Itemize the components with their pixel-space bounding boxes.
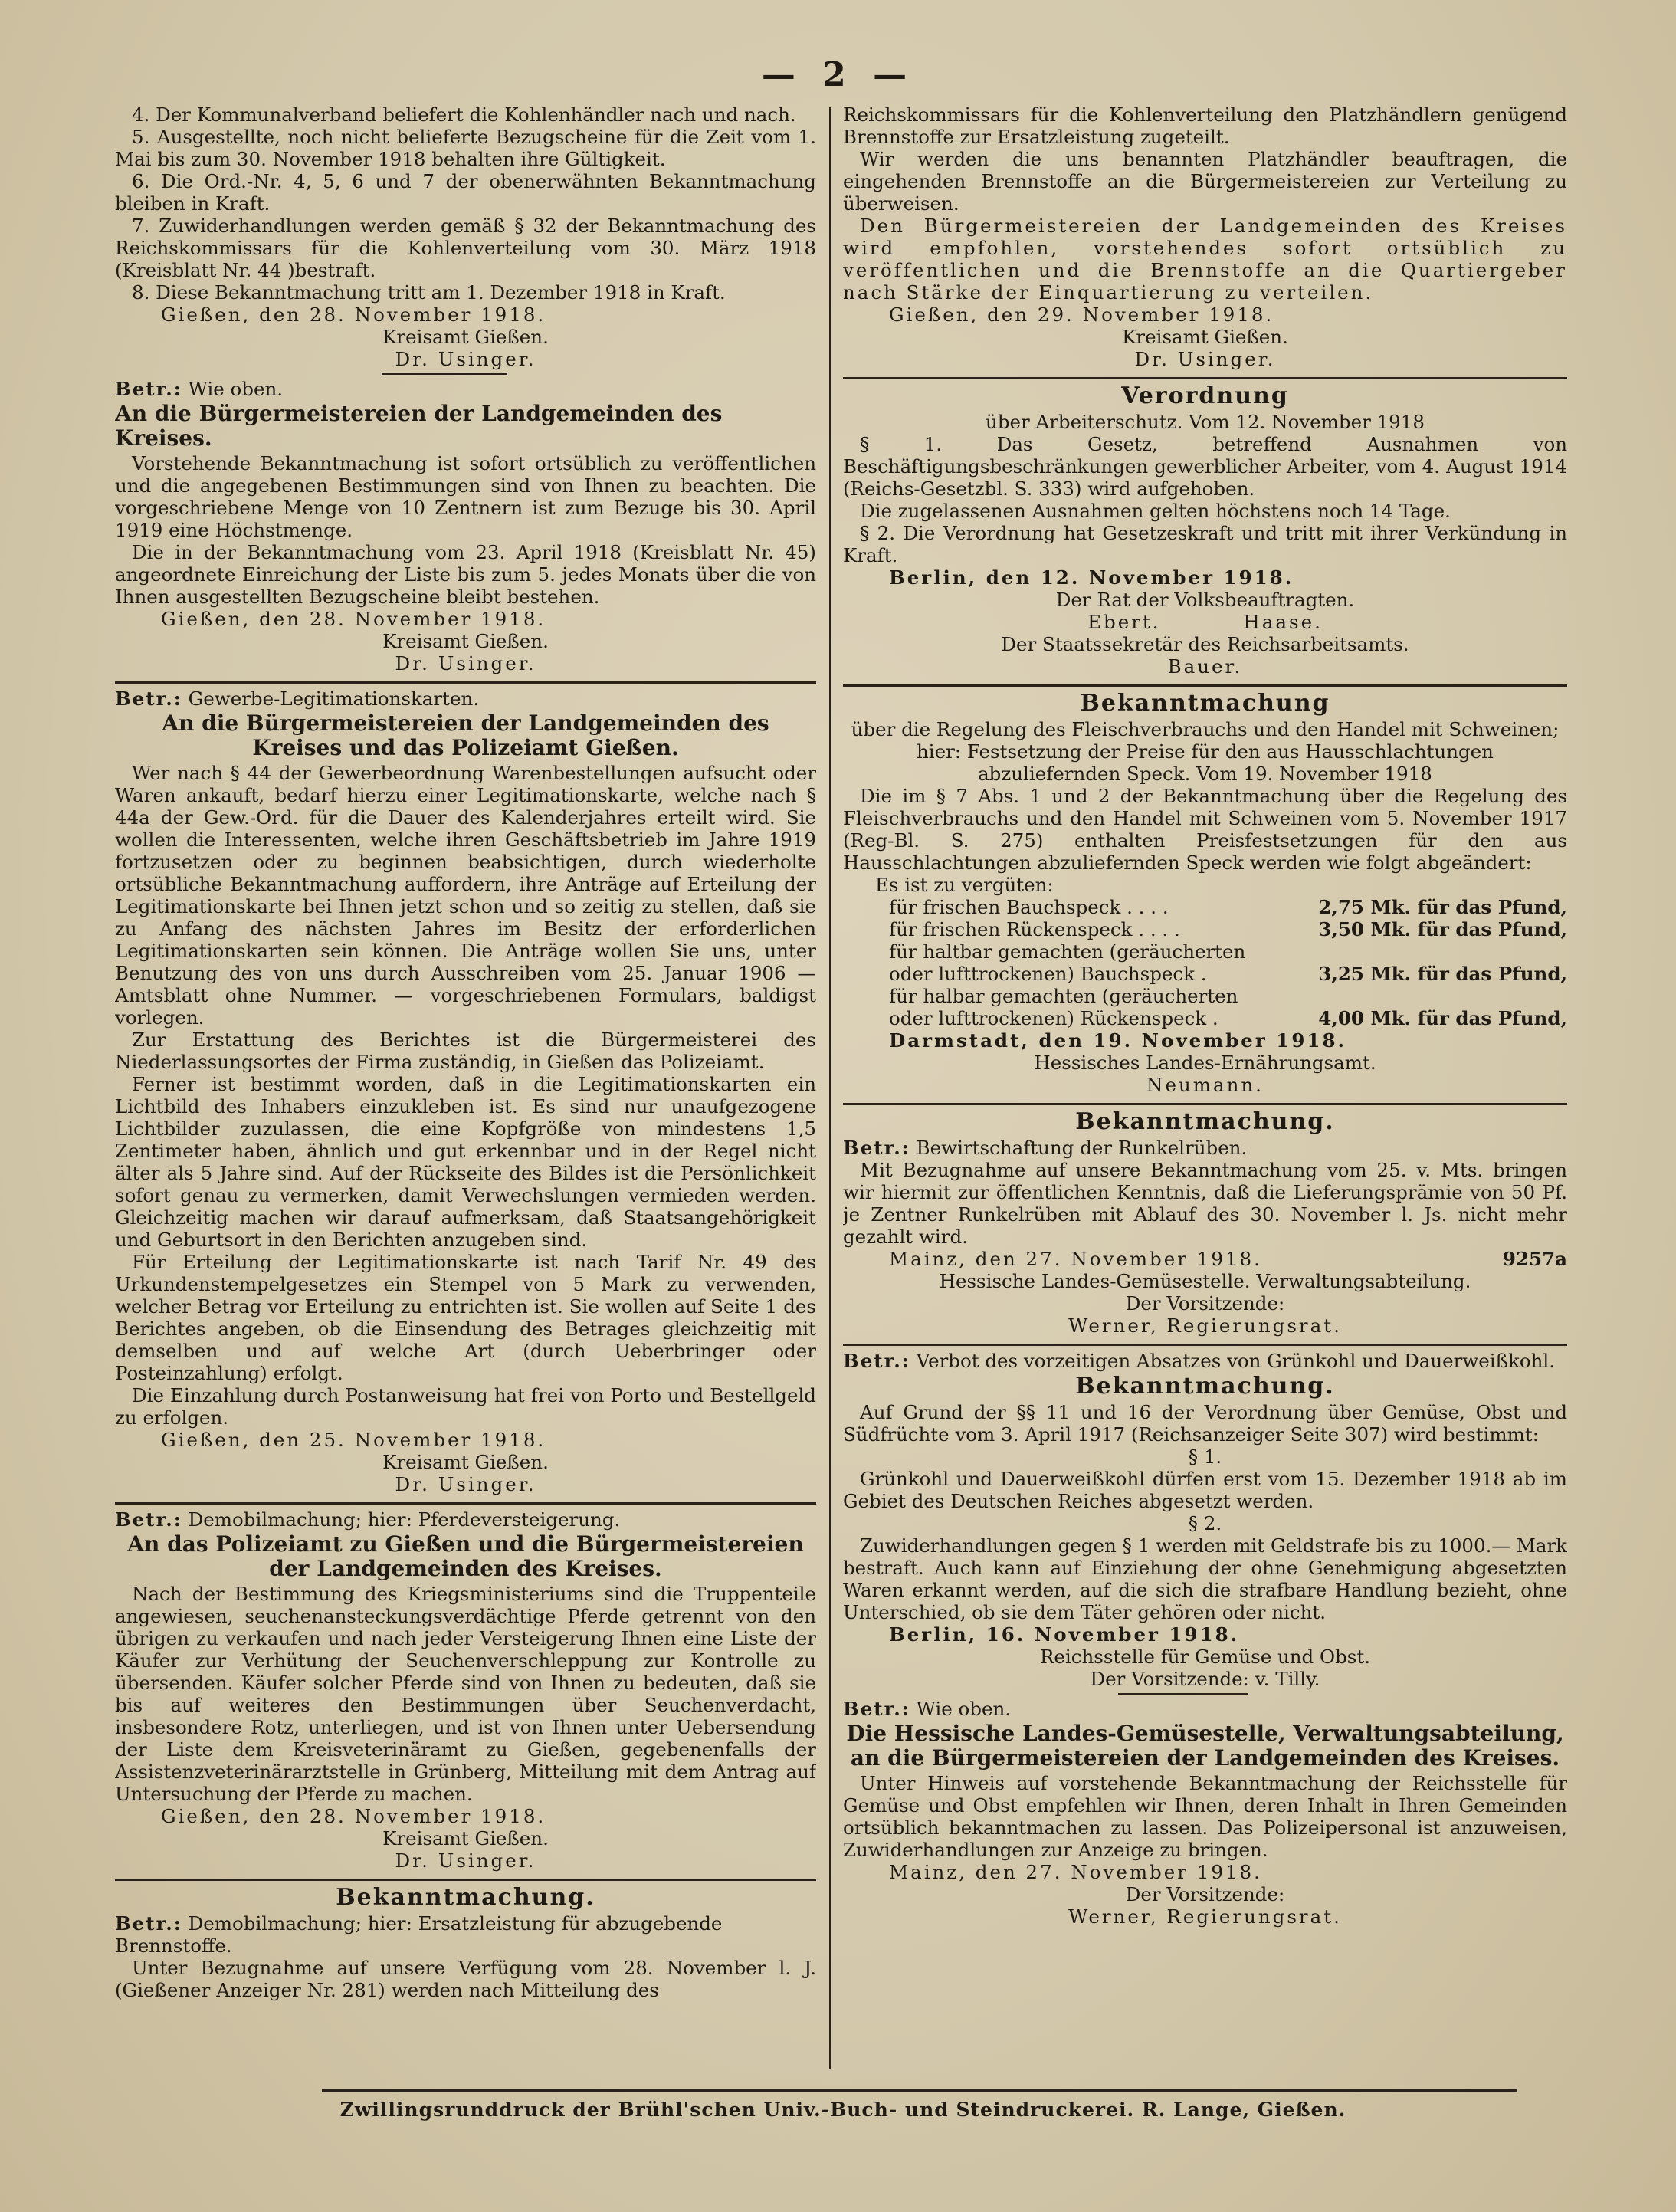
betr-line (115, 1508, 816, 1531)
office: Kreisamt Gießen. (382, 326, 549, 348)
signer: Dr. Usinger. (395, 348, 536, 370)
notice-heading: Bekanntmachung. (336, 1884, 595, 1911)
betr-line (115, 1912, 816, 1957)
section-rule (843, 684, 1567, 687)
betr-line (843, 1137, 1567, 1159)
paragraph: Wer nach § 44 der Gewerbeordnung Warenbestellungen aufsucht oder Waren ankauft, bedarf hierzu einer Legitimationskarte, welche nach § 44a der Gew.-Ord. für die Dauer des Kalenderjahres erteilt wird. Sie wollen die Interessenten, welche ihren Geschäftsbetrieb im Jahre 1919 fortzusetzen oder zu beginnen beabsichtigen, durch wiederholte ortsübliche Bekanntmachung auffordern, ihre Anträge auf Erteilung der Legitimationskarte bei Ihnen jetzt schon und so zeitig zu stellen, daß sie zu Anfang des nächsten Jahres im Besitz der erforderlichen Legitimationskarten sein können. Die Anträge wollen Sie uns, unter Benutzung des von uns durch Ausschreiben vom 25. Januar 1906 — Amtsblatt ohne Nummer. — vorgeschriebenen Formulars, baldigst vorlegen. (115, 762, 816, 1029)
section-rule (115, 1879, 816, 1881)
office: Kreisamt Gießen. (382, 1827, 549, 1849)
notice-heading: Verordnung (1121, 382, 1289, 409)
office: Kreisamt Gießen. (382, 1451, 549, 1473)
paragraph: Zuwiderhandlungen gegen § 1 werden mit Geldstrafe bis zu 1000.— Mark bestraft. Auch kann auf Einziehung der ohne Genehmigung abgesetzten Waren erkannt werden, auf die sich die strafbare Handlung bezieht, ohne Unterschied, ob sie dem Täter gehören oder nicht. (843, 1534, 1567, 1623)
paragraph: Zur Erstattung des Berichtes ist die Bürgermeisterei des Niederlassungsortes der Firma zuständig, in Gießen das Polizeiamt. (115, 1029, 816, 1073)
office: Kreisamt Gießen. (382, 630, 549, 652)
spaced-paragraph: Den Bürgermeistereien der Landgemeinden des Kreises wird empfohlen, vorstehendes sofort ortsüblich zu veröffentlichen und die Brennstoffe an die Quartiergeber nach Stärke der Einquartierung zu verteilen. (843, 215, 1567, 304)
notice-item: 4. Der Kommunalverband beliefert die Kohlenhändler nach und nach. (132, 103, 796, 126)
place-date: Gießen, den 28. November 1918. (161, 608, 546, 630)
place-date-row (843, 1248, 1567, 1270)
paragraph: Die in der Bekanntmachung vom 23. April 1918 (Kreisblatt Nr. 45) angeordnete Einreichung der Liste bis zum 5. jedes Monats über die von Ihnen ausgestellten Bezugscheine bleibt bestehen. (115, 541, 816, 608)
price-item: für haltbar gemachten (geräucherten oder lufttrockenen) Bauchspeck . (889, 940, 1246, 985)
price-amount: 3,50 Mk. für das Pfund, (1318, 918, 1567, 940)
paragraph: § 1. Das Gesetz, betreffend Ausnahmen von Beschäftigungsbeschränkungen gewerblicher Arbeiter, vom 4. August 1914 (Reichs-Gesetzbl. S. 333) wird aufgehoben. (843, 433, 1567, 500)
section-rule (843, 1103, 1567, 1105)
place-date: Darmstadt, den 19. November 1918. (889, 1029, 1347, 1052)
place-date: Gießen, den 28. November 1918. (161, 1805, 546, 1827)
paragraph: Auf Grund der §§ 11 und 16 der Verordnung über Gemüse, Obst und Südfrüchte vom 3. April 1917 (Reichsanzeiger Seite 307) wird bestimmt: (843, 1401, 1567, 1446)
place-date: Gießen, den 28. November 1918. (161, 304, 546, 326)
signer: Dr. Usinger. (395, 1473, 536, 1495)
signer: Neumann. (1146, 1074, 1264, 1096)
section-rule (843, 1344, 1567, 1346)
address-line: Die Hessische Landes-Gemüsestelle, Verwaltungsabteilung, an die Bürgermeistereien der Landgemeinden des Kreises. (846, 1721, 1564, 1771)
signer: Der Vorsitzende: v. Tilly. (1090, 1668, 1320, 1690)
paragraph: Die Einzahlung durch Postanweisung hat frei von Porto und Bestellgeld zu erfolgen. (115, 1384, 816, 1429)
signer: Werner, Regierungsrat. (1068, 1905, 1342, 1928)
price-item: für frischen Bauchspeck . . . . (889, 896, 1169, 918)
right-column (843, 103, 1567, 2077)
paragraph: Vorstehende Bekanntmachung ist sofort ortsüblich zu veröffentlichen und die angegebenen Bestimmungen sind von Ihnen zu beachten. Die vorgeschriebene Menge von 10 Zentnern ist zum Bezuge bis 30. April 1919 eine Höchstmenge. (115, 452, 816, 541)
betr-text: Demobilmachung; hier: Pferdeversteigerung. (188, 1508, 621, 1531)
left-column (115, 103, 816, 2077)
betr-label: Betr.: (843, 1137, 910, 1159)
place-date: Berlin, 16. November 1918. (889, 1623, 1240, 1646)
signers: Ebert. Haase. (1087, 611, 1323, 633)
office: Hessisches Landes-Ernährungsamt. (1034, 1052, 1376, 1074)
chair: Der Vorsitzende: (1125, 1292, 1285, 1314)
signer: Dr. Usinger. (395, 1849, 536, 1872)
paragraph: Die zugelassenen Ausnahmen gelten höchstens noch 14 Tage. (860, 500, 1451, 522)
betr-line (115, 688, 816, 710)
paragraph: Mit Bezugnahme auf unsere Bekanntmachung vom 25. v. Mts. bringen wir hiermit zur öffentlichen Kenntnis, daß die Lieferungsprämie von 50 Pf. je Zentner Runkelrüben mit Ablauf des 30. November l. Js. nicht mehr gezahlt wird. (843, 1159, 1567, 1248)
printer-imprint: Zwillingsrunddruck der Brühl'schen Univ.-Buch- und Steindruckerei. R. Lange, Gießen. (339, 2099, 1346, 2121)
price-row (889, 918, 1567, 940)
notice-item: 8. Diese Bekanntmachung tritt am 1. Dezember 1918 in Kraft. (132, 281, 726, 304)
secretary-name: Bauer. (1167, 655, 1243, 678)
section-rule (843, 377, 1567, 379)
place-date: Gießen, den 25. November 1918. (161, 1429, 546, 1451)
betr-label: Betr.: (115, 378, 182, 400)
column-divider (829, 107, 831, 2069)
short-rule (382, 373, 508, 375)
price-row (889, 985, 1567, 1029)
notice-coal-continued (115, 103, 816, 370)
notice-heading: Bekanntmachung (1080, 690, 1330, 717)
section-rule (115, 681, 816, 684)
price-item: für frischen Rückenspeck . . . . (889, 918, 1180, 940)
notice-item: 6. Die Ord.-Nr. 4, 5, 6 und 7 der obenerwähnten Bekanntmachung bleiben in Kraft. (115, 170, 816, 215)
betr-text: Wie oben. (916, 1698, 1012, 1720)
section-number: § 2. (1188, 1512, 1222, 1534)
section-number: § 1. (1188, 1446, 1222, 1468)
price-row (889, 896, 1567, 918)
office: Kreisamt Gießen. (1122, 326, 1288, 348)
betr-label: Betr.: (115, 1508, 182, 1531)
betr-label: Betr.: (843, 1350, 910, 1372)
address-line: An die Bürgermeistereien der Landgemeinden des Kreises und das Polizeiamt Gießen. (162, 711, 769, 760)
price-amount: 3,25 Mk. für das Pfund, (1318, 963, 1567, 985)
betr-line (115, 378, 816, 400)
notice-item: 7. Zuwiderhandlungen werden gemäß § 32 der Bekanntmachung des Reichskommissars für die Kohlenverteilung vom 30. März 1918 (Kreisblatt Nr. 44 )bestraft. (115, 215, 816, 281)
betr-text: Verbot des vorzeitigen Absatzes von Grünkohl und Dauerweißkohl. (916, 1350, 1556, 1372)
footer-rule (322, 2089, 1517, 2092)
paragraph: Unter Hinweis auf vorstehende Bekanntmachung der Reichsstelle für Gemüse und Obst empfehlen wir Ihnen, deren Inhalt in Ihren Gemeinden ortsüblich bekanntmachen zu lassen. Das Polizeipersonal ist anzuweisen, Zuwiderhandlungen zur Anzeige zu bringen. (843, 1772, 1567, 1861)
address-line: An das Polizeiamt zu Gießen und die Bürgermeistereien der Landgemeinden des Kreises. (127, 1531, 804, 1581)
office: Reichsstelle für Gemüse und Obst. (1039, 1646, 1371, 1668)
paragraph: Es ist zu vergüten: (875, 874, 1054, 896)
notice-subheading: über Arbeiterschutz. Vom 12. November 1918 (986, 411, 1425, 433)
paragraph: Für Erteilung der Legitimationskarte ist nach Tarif Nr. 49 des Urkundenstempelgesetzes ein Stempel von 5 Mark zu verwenden, welcher Betrag vor Erteilung zu entrichten ist. Sie wollen auf Seite 1 des Berichtes angeben, ob die Einsendung des Betrages gleichzeitig mit demselben und auf welche Art (durch Ueberbringer oder Posteinzahlung) erfolgt. (115, 1251, 816, 1384)
paragraph: Wir werden die uns benannten Platzhändler beauftragen, die eingehenden Brennstoffe an die Bürgermeistereien zur Verteilung zu überweisen. (843, 148, 1567, 215)
betr-text: Demobilmachung; hier: Ersatzleistung für abzugebende Brennstoffe. (115, 1912, 723, 1957)
signer: Werner, Regierungsrat. (1068, 1314, 1342, 1337)
notice-fuel (115, 1885, 816, 2001)
paragraph: Grünkohl und Dauerweißkohl dürfen erst vom 15. Dezember 1918 ab im Gebiet des Deutschen Reiches abgesetzt werden. (843, 1468, 1567, 1512)
paragraph: § 2. Die Verordnung hat Gesetzeskraft und tritt mit ihrer Verkündung in Kraft. (843, 522, 1567, 566)
paragraph: Reichskommissars für die Kohlenverteilung den Platzhändlern genügend Brennstoffe zur Ersatzleistung zugeteilt. (843, 103, 1567, 148)
notice-heading: Bekanntmachung. (1075, 1108, 1335, 1135)
betr-line (843, 1698, 1567, 1720)
betr-line (843, 1350, 1567, 1372)
chair: Der Vorsitzende: (1125, 1883, 1285, 1905)
section-rule (115, 1502, 816, 1505)
notice-kale (843, 1350, 1567, 1690)
betr-label: Betr.: (843, 1698, 910, 1720)
office: Hessische Landes-Gemüsestelle. Verwaltungsabteilung. (939, 1270, 1471, 1292)
notice-item: 5. Ausgestellte, noch nicht belieferte Bezugscheine für die Zeit vom 1. Mai bis zum 30. November 1918 behalten ihre Gültigkeit. (115, 126, 816, 170)
notice-horses (115, 1508, 816, 1872)
price-row (889, 940, 1567, 985)
notice-coal-bgm (115, 378, 816, 674)
reference-number: 9257a (1502, 1248, 1567, 1270)
place-date: Gießen, den 29. November 1918. (889, 304, 1274, 326)
short-rule (1118, 1693, 1248, 1695)
place-date: Berlin, den 12. November 1918. (889, 566, 1294, 589)
place-date: Mainz, den 27. November 1918. (889, 1861, 1262, 1883)
council: Der Rat der Volksbeauftragten. (1055, 589, 1355, 611)
notice-worker-protection (843, 383, 1567, 678)
notice-beets (843, 1109, 1567, 1337)
signer: Dr. Usinger. (395, 652, 536, 674)
notice-kale-bgm (843, 1698, 1567, 1928)
betr-label: Betr.: (115, 688, 182, 710)
notice-legitimation (115, 688, 816, 1495)
signer: Dr. Usinger. (1134, 348, 1276, 370)
address-line: An die Bürgermeistereien der Landgemeinden des Kreises. (115, 401, 723, 451)
place-date: Mainz, den 27. November 1918. (889, 1248, 1262, 1270)
notice-subheading: über die Regelung des Fleischverbrauchs und den Handel mit Schweinen; hier: Festsetzung der Preise für den aus Hausschlachtungen abzuliefernden Speck. Vom 19. November 1918 (851, 718, 1560, 785)
notice-fuel-continued (843, 103, 1567, 370)
betr-text: Wie oben. (188, 378, 284, 400)
betr-text: Gewerbe-Legitimationskarten. (188, 688, 480, 710)
paragraph: Ferner ist bestimmt worden, daß in die Legitimationskarten ein Lichtbild des Inhabers einzukleben ist. Es sind nur unaufgezogene Lichtbilder zuzulassen, die eine Kopfgröße von mindestens 1,5 Zentimeter haben, ähnlich und gut erkennbar und in der Regel nicht älter als 5 Jahre sind. Auf der Rückseite des Bildes ist die Persönlichkeit sofort genau zu vermerken, damit Verwechslungen vermieden werden. Gleichzeitig machen wir darauf aufmerksam, daß Staatsangehörigkeit und Geburtsort in den Berichten anzugeben sind. (115, 1073, 816, 1251)
price-amount: 2,75 Mk. für das Pfund, (1318, 896, 1567, 918)
paragraph: Die im § 7 Abs. 1 und 2 der Bekanntmachung über die Regelung des Fleischverbrauchs und den Handel mit Schweinen vom 5. November 1917 (Reg-Bl. S. 275) enthalten Preisfestsetzungen für den aus Hausschlachtungen abzuliefernden Speck werden wie folgt abgeändert: (843, 785, 1567, 874)
notice-bacon-prices (843, 691, 1567, 1096)
price-amount: 4,00 Mk. für das Pfund, (1318, 1007, 1567, 1029)
page-number: — 2 — (761, 55, 915, 94)
paragraph: Unter Bezugnahme auf unsere Verfügung vom 28. November l. J. (Gießener Anzeiger Nr. 281) werden nach Mitteilung des (115, 1957, 816, 2001)
secretary: Der Staatssekretär des Reichsarbeitsamts. (1001, 633, 1409, 655)
notice-heading: Bekanntmachung. (1075, 1373, 1335, 1400)
betr-text: Bewirtschaftung der Runkelrüben. (916, 1137, 1248, 1159)
betr-label: Betr.: (115, 1912, 182, 1935)
price-item: für halbar gemachten (geräucherten oder lufttrockenen) Rückenspeck . (889, 985, 1238, 1029)
paragraph: Nach der Bestimmung des Kriegsministeriums sind die Truppenteile angewiesen, seuchenansteckungsverdächtige Pferde getrennt von den übrigen zu verkaufen und nach jeder Versteigerung Ihnen eine Liste der Käufer zur Verhütung der Seuchenverschleppung zur Kontrolle zu übersenden. Käufer solcher Pferde sind von Ihnen zu bedeuten, daß sie bis auf weiteres den Bestimmungen über Seuchenverdacht, insbesondere Rotz, unterliegen, und ist von Ihnen unter Uebersendung der Liste dem Kreisveterinäramt zu Gießen, gegebenenfalls der Assistenzveterinärarztstelle in Grünberg, Mitteilung mit dem Antrag auf Untersuchung der Pferde zu machen. (115, 1583, 816, 1805)
